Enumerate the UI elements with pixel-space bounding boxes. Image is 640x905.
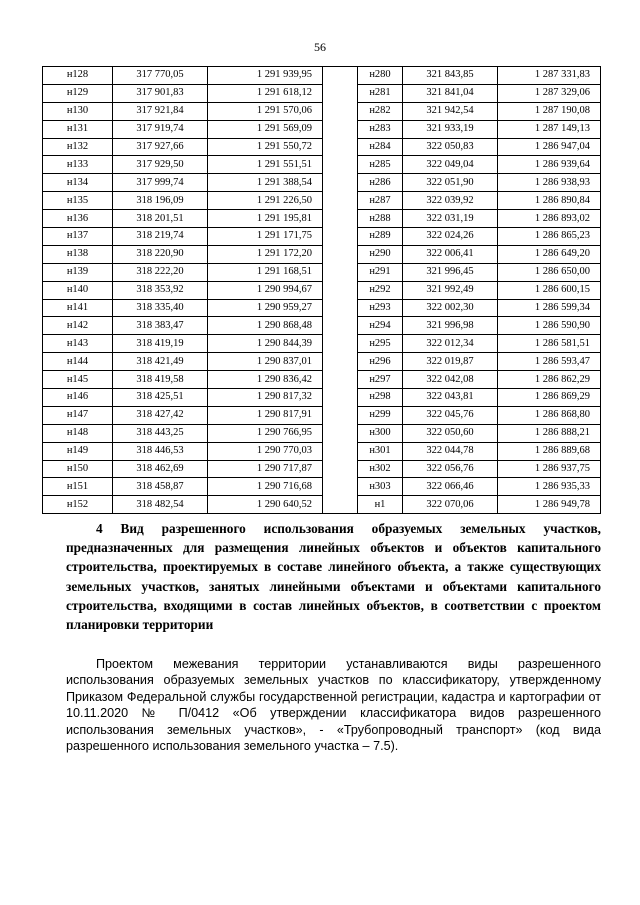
point-id-right: н303 <box>358 478 403 496</box>
x-coord-left: 318 458,87 <box>113 478 208 496</box>
point-id-left: н132 <box>43 138 113 156</box>
column-gap <box>323 102 358 120</box>
y-coord-right: 1 286 600,15 <box>498 281 601 299</box>
column-gap <box>323 299 358 317</box>
table-row <box>43 102 601 120</box>
point-id-right: н298 <box>358 389 403 407</box>
x-coord-left: 318 425,51 <box>113 389 208 407</box>
x-coord-right: 321 992,49 <box>403 281 498 299</box>
point-id-right: н1 <box>358 496 403 514</box>
y-coord-right: 1 286 869,29 <box>498 389 601 407</box>
y-coord-right: 1 286 599,34 <box>498 299 601 317</box>
table-row <box>43 424 601 442</box>
table-row <box>43 263 601 281</box>
table-row <box>43 228 601 246</box>
x-coord-left: 318 220,90 <box>113 245 208 263</box>
y-coord-right: 1 286 949,78 <box>498 496 601 514</box>
x-coord-right: 321 942,54 <box>403 102 498 120</box>
point-id-left: н131 <box>43 120 113 138</box>
x-coord-right: 322 012,34 <box>403 335 498 353</box>
x-coord-right: 322 049,04 <box>403 156 498 174</box>
x-coord-right: 321 933,19 <box>403 120 498 138</box>
table-row <box>43 371 601 389</box>
x-coord-left: 317 770,05 <box>113 67 208 85</box>
column-gap <box>323 460 358 478</box>
y-coord-right: 1 287 329,06 <box>498 84 601 102</box>
y-coord-left: 1 291 195,81 <box>208 210 323 228</box>
x-coord-right: 322 043,81 <box>403 389 498 407</box>
point-id-right: н286 <box>358 174 403 192</box>
x-coord-right: 322 031,19 <box>403 210 498 228</box>
table-row <box>43 496 601 514</box>
y-coord-left: 1 290 766,95 <box>208 424 323 442</box>
x-coord-right: 322 044,78 <box>403 442 498 460</box>
y-coord-right: 1 286 938,93 <box>498 174 601 192</box>
table-row <box>43 460 601 478</box>
point-id-left: н130 <box>43 102 113 120</box>
x-coord-right: 322 024,26 <box>403 228 498 246</box>
y-coord-right: 1 286 593,47 <box>498 353 601 371</box>
column-gap <box>323 371 358 389</box>
point-id-right: н301 <box>358 442 403 460</box>
column-gap <box>323 281 358 299</box>
x-coord-left: 318 196,09 <box>113 192 208 210</box>
point-id-left: н138 <box>43 245 113 263</box>
point-id-right: н281 <box>358 84 403 102</box>
table-row <box>43 478 601 496</box>
y-coord-right: 1 286 890,84 <box>498 192 601 210</box>
point-id-left: н140 <box>43 281 113 299</box>
point-id-right: н287 <box>358 192 403 210</box>
point-id-right: н300 <box>358 424 403 442</box>
point-id-left: н142 <box>43 317 113 335</box>
point-id-left: н137 <box>43 228 113 246</box>
point-id-right: н289 <box>358 228 403 246</box>
x-coord-right: 322 039,92 <box>403 192 498 210</box>
point-id-left: н129 <box>43 84 113 102</box>
point-id-left: н135 <box>43 192 113 210</box>
x-coord-left: 318 462,69 <box>113 460 208 478</box>
point-id-right: н295 <box>358 335 403 353</box>
point-id-right: н283 <box>358 120 403 138</box>
column-gap <box>323 174 358 192</box>
x-coord-right: 321 996,45 <box>403 263 498 281</box>
point-id-left: н136 <box>43 210 113 228</box>
y-coord-left: 1 290 817,32 <box>208 389 323 407</box>
point-id-right: н302 <box>358 460 403 478</box>
y-coord-right: 1 286 862,29 <box>498 371 601 389</box>
x-coord-left: 318 353,92 <box>113 281 208 299</box>
point-id-right: н280 <box>358 67 403 85</box>
table-row <box>43 406 601 424</box>
x-coord-left: 318 421,49 <box>113 353 208 371</box>
x-coord-left: 318 419,19 <box>113 335 208 353</box>
table-row <box>43 156 601 174</box>
column-gap <box>323 478 358 496</box>
point-id-right: н288 <box>358 210 403 228</box>
x-coord-left: 318 427,42 <box>113 406 208 424</box>
y-coord-left: 1 290 716,68 <box>208 478 323 496</box>
x-coord-right: 322 066,46 <box>403 478 498 496</box>
y-coord-left: 1 290 868,48 <box>208 317 323 335</box>
y-coord-right: 1 286 889,68 <box>498 442 601 460</box>
y-coord-left: 1 291 618,12 <box>208 84 323 102</box>
point-id-left: н133 <box>43 156 113 174</box>
y-coord-left: 1 291 939,95 <box>208 67 323 85</box>
table-row <box>43 120 601 138</box>
point-id-right: н282 <box>358 102 403 120</box>
point-id-left: н144 <box>43 353 113 371</box>
point-id-left: н146 <box>43 389 113 407</box>
table-row <box>43 245 601 263</box>
x-coord-right: 322 070,06 <box>403 496 498 514</box>
y-coord-left: 1 291 569,09 <box>208 120 323 138</box>
y-coord-left: 1 291 551,51 <box>208 156 323 174</box>
y-coord-right: 1 286 939,64 <box>498 156 601 174</box>
column-gap <box>323 245 358 263</box>
table-row <box>43 84 601 102</box>
y-coord-left: 1 291 171,75 <box>208 228 323 246</box>
x-coord-right: 321 996,98 <box>403 317 498 335</box>
column-gap <box>323 424 358 442</box>
table-row <box>43 174 601 192</box>
x-coord-left: 317 901,83 <box>113 84 208 102</box>
point-id-right: н290 <box>358 245 403 263</box>
x-coord-left: 317 929,50 <box>113 156 208 174</box>
x-coord-right: 322 056,76 <box>403 460 498 478</box>
y-coord-left: 1 290 959,27 <box>208 299 323 317</box>
y-coord-right: 1 286 590,90 <box>498 317 601 335</box>
table-row <box>43 210 601 228</box>
column-gap <box>323 120 358 138</box>
y-coord-right: 1 286 581,51 <box>498 335 601 353</box>
table-row <box>43 389 601 407</box>
x-coord-right: 321 841,04 <box>403 84 498 102</box>
table-row <box>43 138 601 156</box>
point-id-left: н151 <box>43 478 113 496</box>
x-coord-left: 318 443,25 <box>113 424 208 442</box>
y-coord-left: 1 291 570,06 <box>208 102 323 120</box>
point-id-left: н148 <box>43 424 113 442</box>
column-gap <box>323 67 358 85</box>
page-number: 56 <box>314 40 326 54</box>
y-coord-left: 1 291 168,51 <box>208 263 323 281</box>
x-coord-left: 317 927,66 <box>113 138 208 156</box>
table-row <box>43 281 601 299</box>
y-coord-right: 1 287 190,08 <box>498 102 601 120</box>
y-coord-right: 1 286 865,23 <box>498 228 601 246</box>
y-coord-left: 1 290 640,52 <box>208 496 323 514</box>
x-coord-right: 322 042,08 <box>403 371 498 389</box>
y-coord-left: 1 290 770,03 <box>208 442 323 460</box>
coordinates-table-body <box>43 67 601 514</box>
table-row <box>43 67 601 85</box>
x-coord-left: 317 999,74 <box>113 174 208 192</box>
x-coord-right: 321 843,85 <box>403 67 498 85</box>
coordinates-table <box>42 66 601 514</box>
point-id-left: н149 <box>43 442 113 460</box>
x-coord-right: 322 050,83 <box>403 138 498 156</box>
column-gap <box>323 192 358 210</box>
y-coord-left: 1 291 172,20 <box>208 245 323 263</box>
x-coord-right: 322 002,30 <box>403 299 498 317</box>
y-coord-right: 1 286 937,75 <box>498 460 601 478</box>
point-id-left: н139 <box>43 263 113 281</box>
column-gap <box>323 156 358 174</box>
column-gap <box>323 317 358 335</box>
table-row <box>43 317 601 335</box>
y-coord-right: 1 286 888,21 <box>498 424 601 442</box>
column-gap <box>323 263 358 281</box>
x-coord-left: 318 219,74 <box>113 228 208 246</box>
x-coord-right: 322 006,41 <box>403 245 498 263</box>
y-coord-left: 1 291 388,54 <box>208 174 323 192</box>
y-coord-right: 1 286 650,00 <box>498 263 601 281</box>
y-coord-left: 1 291 226,50 <box>208 192 323 210</box>
x-coord-left: 317 921,84 <box>113 102 208 120</box>
table-row <box>43 299 601 317</box>
column-gap <box>323 335 358 353</box>
point-id-right: н299 <box>358 406 403 424</box>
point-id-left: н134 <box>43 174 113 192</box>
column-gap <box>323 84 358 102</box>
x-coord-left: 317 919,74 <box>113 120 208 138</box>
column-gap <box>323 228 358 246</box>
y-coord-left: 1 290 844,39 <box>208 335 323 353</box>
y-coord-left: 1 290 994,67 <box>208 281 323 299</box>
table-row <box>43 335 601 353</box>
point-id-right: н292 <box>358 281 403 299</box>
point-id-left: н152 <box>43 496 113 514</box>
column-gap <box>323 389 358 407</box>
point-id-right: н285 <box>358 156 403 174</box>
x-coord-right: 322 045,76 <box>403 406 498 424</box>
point-id-right: н284 <box>358 138 403 156</box>
x-coord-right: 322 051,90 <box>403 174 498 192</box>
point-id-right: н293 <box>358 299 403 317</box>
y-coord-right: 1 286 649,20 <box>498 245 601 263</box>
y-coord-left: 1 290 817,91 <box>208 406 323 424</box>
y-coord-left: 1 291 550,72 <box>208 138 323 156</box>
y-coord-left: 1 290 836,42 <box>208 371 323 389</box>
y-coord-right: 1 286 935,33 <box>498 478 601 496</box>
column-gap <box>323 353 358 371</box>
x-coord-left: 318 201,51 <box>113 210 208 228</box>
point-id-left: н143 <box>43 335 113 353</box>
point-id-right: н291 <box>358 263 403 281</box>
x-coord-left: 318 335,40 <box>113 299 208 317</box>
point-id-right: н297 <box>358 371 403 389</box>
point-id-right: н296 <box>358 353 403 371</box>
point-id-left: н128 <box>43 67 113 85</box>
y-coord-right: 1 287 331,83 <box>498 67 601 85</box>
y-coord-right: 1 287 149,13 <box>498 120 601 138</box>
body-paragraph: Проектом межевания территории устанавливаются виды разрешенного использования образуемых земельных участков по классификатору, утвержденному Приказом Федеральной службы государственной регистрации, кадастра и картографии от 10.11.2020 № П/0412 «Об утверждении классификатора видов разрешенного использования земельных участков», - «Трубопроводный транспорт» (код вида разрешенного использования земельного участка – 7.5). <box>66 657 601 754</box>
x-coord-left: 318 222,20 <box>113 263 208 281</box>
column-gap <box>323 496 358 514</box>
point-id-left: н147 <box>43 406 113 424</box>
x-coord-left: 318 446,53 <box>113 442 208 460</box>
x-coord-left: 318 383,47 <box>113 317 208 335</box>
x-coord-right: 322 050,60 <box>403 424 498 442</box>
y-coord-left: 1 290 837,01 <box>208 353 323 371</box>
x-coord-left: 318 482,54 <box>113 496 208 514</box>
column-gap <box>323 210 358 228</box>
x-coord-left: 318 419,58 <box>113 371 208 389</box>
table-row <box>43 192 601 210</box>
column-gap <box>323 406 358 424</box>
y-coord-right: 1 286 868,80 <box>498 406 601 424</box>
y-coord-left: 1 290 717,87 <box>208 460 323 478</box>
point-id-left: н141 <box>43 299 113 317</box>
point-id-left: н145 <box>43 371 113 389</box>
table-row <box>43 353 601 371</box>
table-row <box>43 442 601 460</box>
column-gap <box>323 442 358 460</box>
point-id-right: н294 <box>358 317 403 335</box>
x-coord-right: 322 019,87 <box>403 353 498 371</box>
column-gap <box>323 138 358 156</box>
point-id-left: н150 <box>43 460 113 478</box>
y-coord-right: 1 286 947,04 <box>498 138 601 156</box>
y-coord-right: 1 286 893,02 <box>498 210 601 228</box>
section-heading: 4 Вид разрешенного использования образуемых земельных участков, предназначенных для размещения линейных объектов и объектов капитального строительства, проектируемых в составе линейного объекта, а также существующих земельных участков, занятых линейными объектами и объектами капитального строительства, входящими в состав линейных объектов, в соответствии с проектом планировки территории <box>66 521 601 633</box>
